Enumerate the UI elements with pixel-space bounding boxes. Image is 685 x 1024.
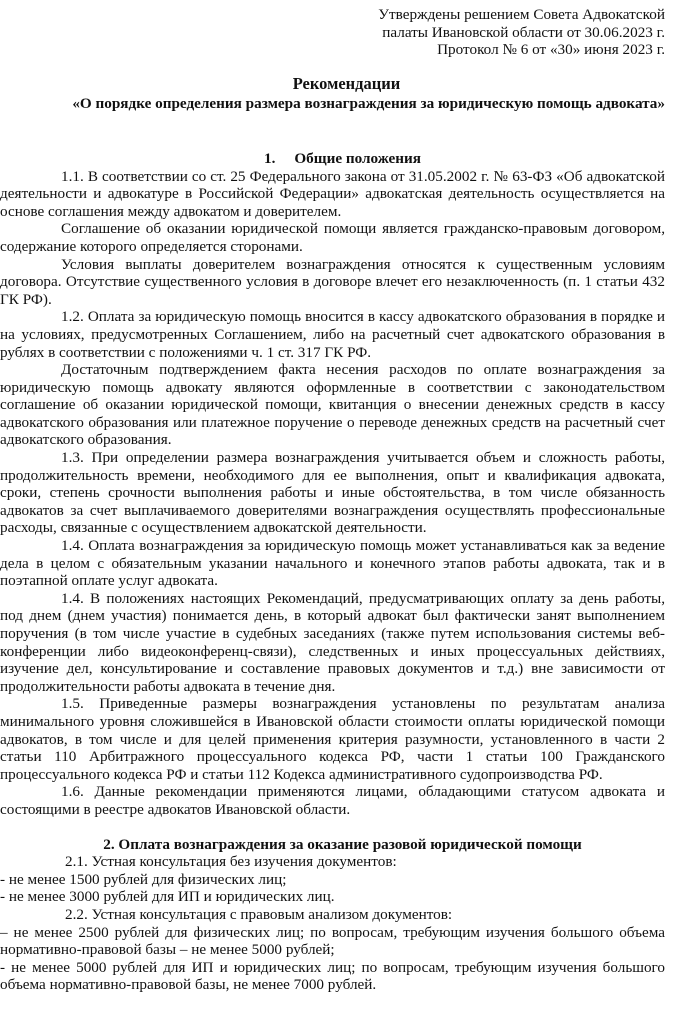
paragraph: Достаточным подтверждением факта несения расходов по оплате вознаграждения за юридическую помощь адвокату являются оформленные в соответствии с законодательством соглашение об оказании юридической помощи, квитанция о внесении денежных средств в кассу адвокатского образования или платежное поручение о переводе денежных средств на расчетный счет адвокатского образования.: [0, 361, 665, 449]
document-title: Рекомендации: [292, 73, 401, 93]
list-item: - не менее 1500 рублей для физических лиц;: [0, 870, 287, 888]
section-2-heading: 2. Оплата вознаграждения за оказание разовой юридической помощи: [103, 835, 582, 853]
document-body: [0, 150, 665, 994]
approval-line: палаты Ивановской области от 30.06.2023 г.: [382, 23, 665, 41]
approval-line: Протокол № 6 от «30» июня 2023 г.: [437, 41, 665, 59]
paragraph: Условия выплаты доверителем вознаграждения относятся к существенным условиям договора. Отсутствие существенного условия в договоре влечет его незаключенность (п. 1 статьи 432 ГК РФ).: [0, 255, 665, 308]
document-subtitle: «О порядке определения размера вознаграждения за юридическую помощь адвоката»: [72, 95, 665, 113]
approval-line: Утверждены решением Совета Адвокатской: [378, 6, 665, 23]
paragraph: 1.3. При определении размера вознаграждения учитывается объем и сложность работы, продолжительность времени, необходимого для ее выполнения, опыт и квалификация адвоката, сроки, степень срочности выполнения работы и иные обстоятельства, в том числе обязанность адвокатов за счет выплачиваемого доверителями вознаграждения осуществлять профессиональные расходы, связанные с осуществлением адвокатской деятельности.: [0, 449, 665, 537]
approval-block: [280, 6, 665, 59]
paragraph: 1.5. Приведенные размеры вознаграждения установлены по результатам анализа минимального уровня сложившейся в Ивановской области стоимости оплаты юридической помощи адвокатов, в том числе и для целей применения критерия разумности, установленного в части 2 статьи 110 Арбитражного процессуального кодекса РФ, части 1 статьи 100 Гражданского процессуального кодекса РФ и статьи 112 Кодекса административного судопроизводства РФ.: [0, 695, 665, 783]
paragraph: 1.1. В соответствии со ст. 25 Федерального закона от 31.05.2002 г. № 63-ФЗ «Об адвокатской деятельности и адвокатуре в Российской Федерации» адвокатская деятельность осуществляется на основе соглашения между адвокатом и доверителем.: [0, 167, 665, 220]
item-2-1: 2.1. Устная консультация без изучения документов:: [65, 853, 397, 871]
paragraph: 1.2. Оплата за юридическую помощь вносится в кассу адвокатского образования в порядке и на условиях, предусмотренных Соглашением, либо на расчетный счет адвокатского образования в рублях в соответствии с положениями ч. 1 ст. 317 ГК РФ.: [0, 308, 665, 361]
section-1-heading: 1. Общие положения: [263, 149, 422, 167]
list-item: – не менее 2500 рублей для физических лиц; по вопросам, требующим изучения большого объема нормативно-правовой базы – не менее 5000 рублей;: [0, 923, 665, 959]
paragraph: Соглашение об оказании юридической помощи является гражданско-правовым договором, содержание которого определяется сторонами.: [0, 220, 665, 255]
paragraph: 1.6. Данные рекомендации применяются лицами, обладающими статусом адвоката и состоящими в реестре адвокатов Ивановской области.: [0, 783, 665, 818]
item-2-2: 2.2. Устная консультация с правовым анализом документов:: [65, 905, 453, 923]
list-item: - не менее 3000 рублей для ИП и юридических лиц.: [0, 888, 335, 906]
paragraph: 1.4. В положениях настоящих Рекомендаций, предусматривающих оплату за день работы, под днем (днем участия) понимается день, в который адвокат был фактически занят выполнением поручения (в том числе участие в судебных заседаниях (также путем использования системы веб-конференции либо видеоконференц-связи), следственных и иных процессуальных действиях, изучение дел, консультирование и составление правовых документов и т.д.) вне зависимости от продолжительности работы адвоката в течение дня.: [0, 589, 665, 695]
paragraph: 1.4. Оплата вознаграждения за юридическую помощь может устанавливаться как за ведение дела в целом с обязательным указании начального и конечного этапов работы адвоката, так и в поэтапной оплате услуг адвоката.: [0, 537, 665, 590]
list-item: - не менее 5000 рублей для ИП и юридических лиц; по вопросам, требующим изучения большого объема нормативно-правовой базы, не менее 7000 рублей.: [0, 958, 665, 994]
